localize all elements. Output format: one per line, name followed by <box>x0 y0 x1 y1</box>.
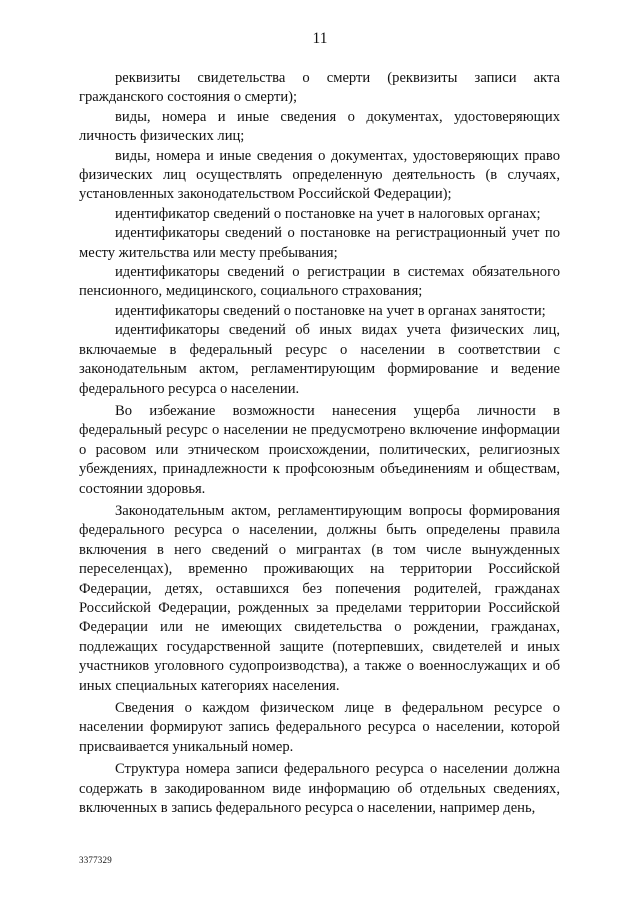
paragraph-record-number-structure: Структура номера записи федерального ресурса о населении должна содержать в закодированном виде информацию об отдельных сведениях, включенных в запись федерального ресурса о населении, например день, <box>79 761 560 817</box>
paragraph-excluded-information: Во избежание возможности нанесения ущерба личности в федеральный ресурс о населении не предусмотрено включение информации о расовом или этническом происхождении, политических, религиозных убеждениях, принадлежности к профсоюзным объединениям и обществам, состоянии здоровья. <box>79 402 560 497</box>
paragraph-special-categories: Законодательным актом, регламентирующим вопросы формирования федерального ресурса о населении, должны быть определены правила включения в него сведений о мигрантах (в том числе вынужденных переселенцах), временно проживающих на территории Российской Федерации, детях, оставшихся без попечения родителей, гражданах Российской Федерации, рожденных за пределами территории Российской Федерации или не имеющих свидетельства о рождении, гражданах, подлежащих государственной защите (потерпевших, свидетелей и иных участников уголовного судопроизводства), а также о военнослужащих и об иных специальных категориях населения. <box>79 502 560 694</box>
document-code: 3377329 <box>79 855 112 865</box>
paragraph-record-unique-number: Сведения о каждом физическом лице в федеральном ресурсе о населении формируют запись федерального ресурса о населении, которой присваивается уникальный номер. <box>79 700 560 755</box>
paragraph-residence-registration-ids: идентификаторы сведений о постановке на регистрационный учет по месту жительства или месту пребывания; <box>79 225 560 261</box>
paragraph-activity-documents: виды, номера и иные сведения о документах, удостоверяющих право физических лиц осуществлять определенную деятельность (в случаях, установленных законодательством Российской Федерации); <box>79 147 560 203</box>
paragraph-employment-registration-ids: идентификаторы сведений о постановке на учет в органах занятости; <box>115 302 546 319</box>
paragraph-insurance-registration-ids: идентификаторы сведений о регистрации в системах обязательного пенсионного, медицинского, социального страхования; <box>79 264 560 300</box>
paragraph-tax-registration-id: идентификатор сведений о постановке на учет в налоговых органах; <box>115 205 541 222</box>
page-number: 11 <box>312 30 328 47</box>
document-body <box>79 69 560 818</box>
paragraph-death-certificate: реквизиты свидетельства о смерти (реквизиты записи акта гражданского состояния о смерти); <box>79 70 560 106</box>
paragraph-identity-documents: виды, номера и иные сведения о документах, удостоверяющих личность физических лиц; <box>79 108 560 145</box>
paragraph-other-registration-ids: идентификаторы сведений об иных видах учета физических лиц, включаемые в федеральный ресурс о населении в соответствии с законодательным актом, регламентирующим формирование и ведение федерального ресурса о населении. <box>79 322 560 397</box>
